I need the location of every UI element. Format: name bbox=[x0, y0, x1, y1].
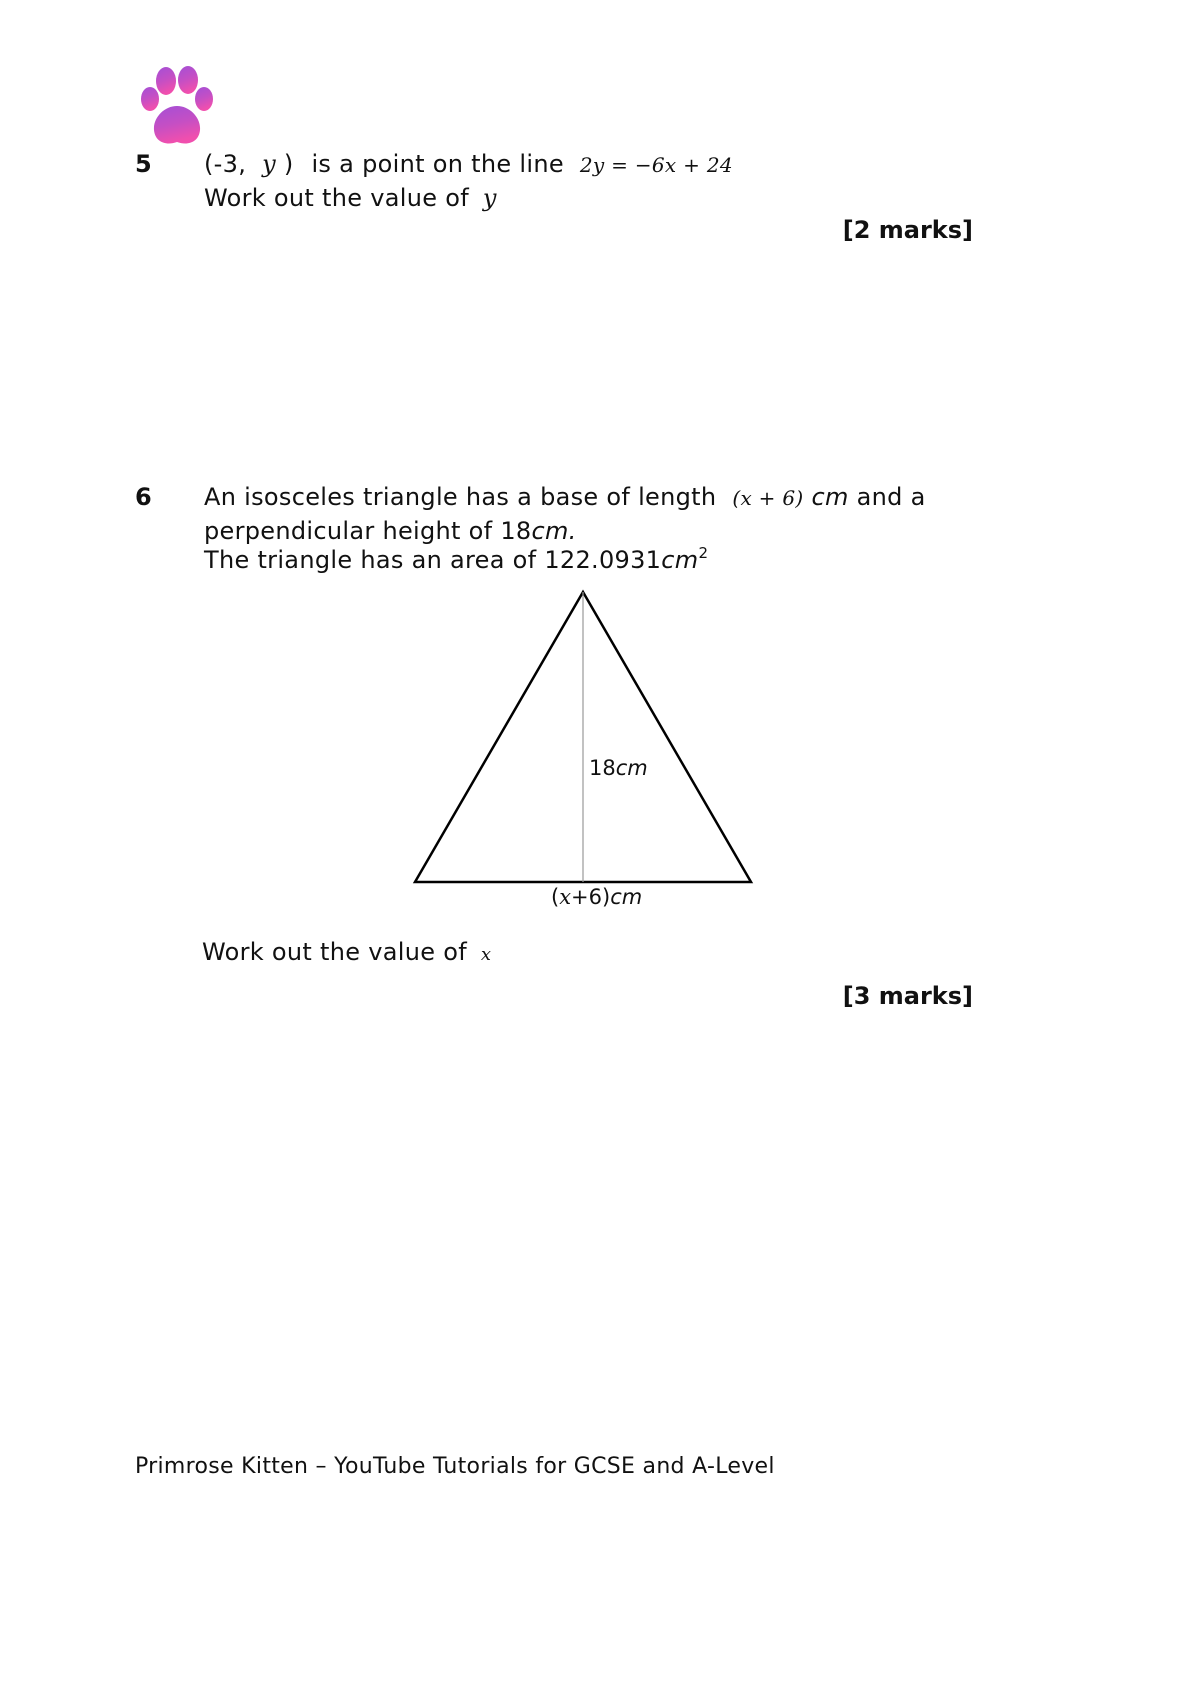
logo bbox=[138, 66, 216, 148]
area-unit: cm bbox=[661, 546, 699, 574]
base-expression: (x + 6) bbox=[732, 486, 804, 510]
point-close: ) bbox=[283, 150, 294, 178]
workout-variable: x bbox=[480, 944, 492, 965]
triangle-svg bbox=[410, 585, 760, 885]
point-description: is a point on the line bbox=[311, 150, 564, 178]
line1-text: An isosceles triangle has a base of length bbox=[204, 483, 717, 511]
line1-end: and a bbox=[856, 483, 926, 511]
triangle-diagram bbox=[410, 585, 760, 885]
workout-text: Work out the value of bbox=[202, 938, 467, 966]
question-5-line2 bbox=[204, 184, 497, 212]
question-6-line2 bbox=[204, 517, 577, 545]
page-footer: Primrose Kitten – YouTube Tutorials for GCSE and A-Level bbox=[135, 1454, 775, 1479]
height-number: 18 bbox=[589, 756, 616, 780]
base-variable: x bbox=[559, 885, 572, 909]
question-6-workout bbox=[202, 938, 491, 966]
area-unit-exponent: 2 bbox=[698, 544, 709, 562]
base-label-unit: cm bbox=[610, 885, 643, 909]
workout-text: Work out the value of bbox=[204, 184, 469, 212]
point-variable: y bbox=[262, 150, 276, 178]
height-unit: cm. bbox=[531, 517, 577, 545]
height-label bbox=[589, 756, 648, 780]
line2-text: perpendicular height of 18 bbox=[204, 517, 532, 545]
base-label bbox=[551, 885, 642, 909]
point-open: (-3, bbox=[204, 150, 247, 178]
question-5-marks: [2 marks] bbox=[842, 216, 973, 244]
question-5-line1 bbox=[204, 150, 733, 178]
question-6-number: 6 bbox=[135, 483, 152, 511]
question-6-line1 bbox=[204, 483, 926, 511]
line-equation: 2y = −6x + 24 bbox=[579, 153, 733, 177]
question-6-line3 bbox=[204, 546, 708, 574]
base-rest: +6) bbox=[571, 885, 611, 909]
paw-print-icon bbox=[138, 66, 216, 148]
question-5-number: 5 bbox=[135, 150, 152, 178]
line3-text: The triangle has an area of 122.0931 bbox=[204, 546, 662, 574]
height-label-unit: cm bbox=[615, 756, 648, 780]
base-open: ( bbox=[551, 885, 560, 909]
workout-variable: y bbox=[482, 184, 497, 212]
question-6-marks: [3 marks] bbox=[842, 982, 973, 1010]
base-unit: cm bbox=[811, 483, 849, 511]
